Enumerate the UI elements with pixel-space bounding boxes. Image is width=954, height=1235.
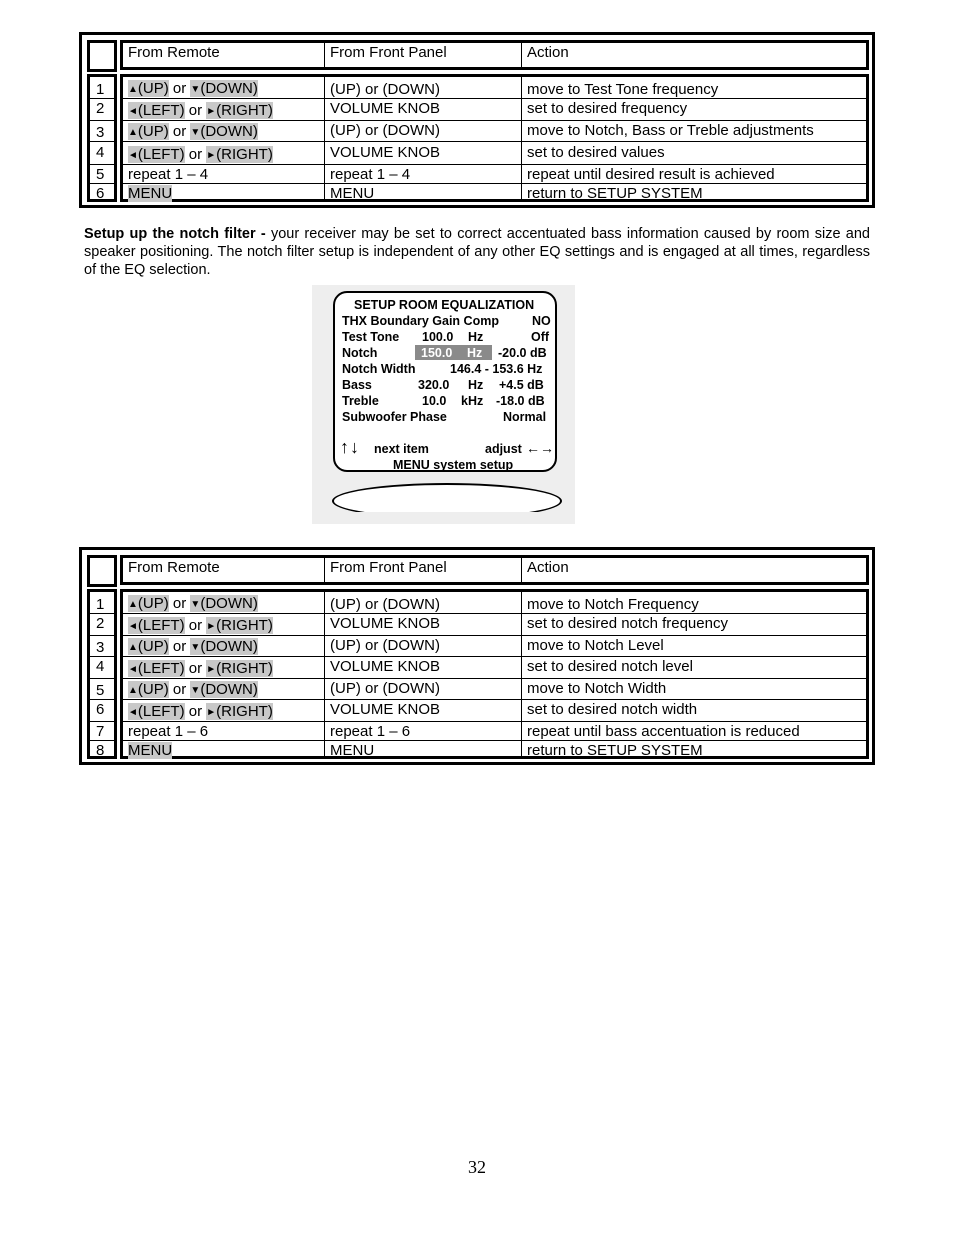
- cell-action: [522, 77, 866, 98]
- osd-notch-value: 150.0: [421, 346, 453, 360]
- cell-action: [522, 121, 866, 141]
- cell-action: [522, 722, 866, 740]
- table-row: [123, 635, 866, 656]
- osd-sub-value: Normal: [503, 410, 547, 424]
- osd-tone-label: Test Tone: [342, 330, 400, 344]
- right-arrow-icon: ►: [206, 707, 217, 718]
- remote-key-right: (RIGHT): [216, 146, 273, 163]
- step-number-text: 4: [96, 144, 105, 161]
- step-number-text: 6: [96, 701, 105, 718]
- cell-remote: [123, 121, 325, 141]
- remote-key-right: (RIGHT): [216, 617, 273, 634]
- panel-text: VOLUME KNOB: [330, 615, 441, 632]
- right-arrow-icon: ►: [206, 664, 217, 675]
- remote-key-highlight: [128, 146, 185, 163]
- or-text: or: [168, 595, 191, 612]
- table-row: [123, 740, 866, 759]
- up-down-arrows-icon: ↑↓: [340, 437, 360, 457]
- remote-key-down: (DOWN): [200, 80, 258, 97]
- action-text: move to Notch Width: [527, 680, 667, 697]
- panel-text: (UP) or (DOWN): [330, 680, 440, 697]
- table-row: [123, 120, 866, 141]
- action-text: set to desired frequency: [527, 100, 688, 117]
- table-row: [123, 613, 866, 635]
- table-row: [123, 678, 866, 699]
- action-text: move to Notch Frequency: [527, 596, 699, 613]
- cell-action: [522, 142, 866, 164]
- remote-key-down: (DOWN): [200, 638, 258, 655]
- remote-key-highlight: [206, 146, 273, 163]
- cell-panel: [325, 184, 522, 202]
- osd-bass-level: +4.5 dB: [499, 378, 544, 392]
- table-header: [120, 555, 869, 585]
- cell-panel: [325, 636, 522, 656]
- notch-filter-paragraph: [84, 225, 870, 279]
- step-number: [90, 721, 114, 740]
- paragraph-lead: Setup up the notch filter -: [84, 226, 266, 242]
- steps-table-1: [79, 32, 875, 208]
- table-row: [123, 592, 866, 613]
- osd-boundary-value: NO: [532, 314, 551, 328]
- cell-remote: [123, 99, 325, 120]
- panel-text: (UP) or (DOWN): [330, 637, 440, 654]
- header-cell: [325, 43, 522, 67]
- or-text: or: [168, 681, 191, 698]
- down-arrow-icon: ▼: [190, 642, 201, 653]
- cell-panel: [325, 741, 522, 759]
- osd-next-item: next item: [374, 442, 429, 456]
- osd-treble-unit: kHz: [461, 394, 484, 408]
- action-text: repeat until bass accentuation is reduced: [527, 723, 800, 740]
- step-number: [90, 613, 114, 635]
- panel-text: VOLUME KNOB: [330, 658, 441, 675]
- cell-remote: [123, 614, 325, 635]
- header-cell: [522, 558, 866, 582]
- table-header: [120, 40, 869, 70]
- action-text: set to desired notch frequency: [527, 615, 728, 632]
- cell-remote: [123, 142, 325, 164]
- panel-text: VOLUME KNOB: [330, 100, 441, 117]
- cell-panel: [325, 165, 522, 183]
- table-row: [123, 183, 866, 202]
- osd-boundary-label: THX Boundary Gain Comp: [342, 314, 499, 328]
- osd-notch-label: Notch: [342, 346, 378, 360]
- steps-table-2: [79, 547, 875, 765]
- or-text: or: [184, 617, 207, 634]
- remote-key-highlight: [206, 703, 273, 720]
- cell-panel: [325, 592, 522, 613]
- menu-key: MENU: [128, 742, 173, 759]
- action-text: set to desired notch width: [527, 701, 698, 718]
- remote-key-right: (RIGHT): [216, 660, 273, 677]
- remote-key-highlight: [190, 80, 257, 97]
- remote-key-highlight: [128, 638, 169, 655]
- step-number: [90, 120, 114, 141]
- remote-key-highlight: [128, 102, 185, 119]
- or-text: or: [184, 703, 207, 720]
- action-text: set to desired values: [527, 144, 665, 161]
- action-text: move to Notch, Bass or Treble adjustments: [527, 122, 814, 139]
- cell-action: [522, 636, 866, 656]
- step-number-text: 1: [96, 81, 105, 98]
- osd-adjust: adjust: [485, 442, 522, 456]
- step-number: [90, 141, 114, 164]
- step-number-text: 6: [96, 185, 105, 202]
- right-arrow-icon: ►: [206, 150, 217, 161]
- header-cell: [123, 43, 325, 67]
- left-arrow-icon: ◄: [128, 621, 138, 632]
- panel-text: VOLUME KNOB: [330, 701, 441, 718]
- up-arrow-icon: ▲: [128, 599, 138, 610]
- left-arrow-icon: ◄: [128, 106, 138, 117]
- step-number-text: 4: [96, 658, 105, 675]
- osd-bass-value: 320.0: [418, 378, 450, 392]
- step-number: [90, 183, 114, 202]
- osd-bass-unit: Hz: [468, 378, 484, 392]
- panel-text: repeat 1 – 4: [330, 166, 411, 183]
- or-text: or: [168, 123, 191, 140]
- remote-key-up: (UP): [137, 123, 169, 140]
- down-arrow-icon: ▼: [190, 685, 201, 696]
- osd-treble-label: Treble: [342, 394, 379, 408]
- step-number-text: 2: [96, 615, 105, 632]
- number-header-box: [87, 40, 117, 72]
- down-arrow-icon: ▼: [190, 127, 201, 138]
- left-arrow-icon: ◄: [128, 150, 138, 161]
- header-cell: [123, 558, 325, 582]
- step-number-text: 1: [96, 596, 105, 613]
- header-from-front-panel: From Front Panel: [330, 559, 447, 576]
- step-number-text: 2: [96, 100, 105, 117]
- or-text: or: [168, 638, 191, 655]
- step-number: [90, 592, 114, 613]
- cell-remote: [123, 700, 325, 721]
- step-number: [90, 635, 114, 656]
- cell-remote: [123, 77, 325, 98]
- table-row: [123, 141, 866, 164]
- remote-key-highlight: [128, 123, 169, 140]
- page-number: 32: [468, 1157, 486, 1177]
- cell-remote: [123, 184, 325, 202]
- up-arrow-icon: ▲: [128, 84, 138, 95]
- cell-panel: [325, 77, 522, 98]
- header-cell: [325, 558, 522, 582]
- panel-text: repeat 1 – 6: [330, 723, 411, 740]
- osd-width-value: 146.4 - 153.6 Hz: [450, 362, 543, 376]
- number-column: [87, 74, 117, 202]
- osd-notch-highlight: [415, 345, 492, 360]
- osd-footer: MENU system setup: [393, 458, 514, 472]
- header-action: Action: [527, 44, 569, 61]
- or-text: or: [184, 660, 207, 677]
- osd-notch-level: -20.0 dB: [498, 346, 547, 360]
- table-row: [123, 721, 866, 740]
- cell-panel: [325, 722, 522, 740]
- step-number: [90, 164, 114, 183]
- cell-remote: [123, 592, 325, 613]
- cell-remote: [123, 657, 325, 678]
- remote-key-left: (LEFT): [137, 102, 185, 119]
- remote-key-highlight: [128, 703, 185, 720]
- table-body: [120, 589, 869, 759]
- step-number-text: 5: [96, 682, 105, 699]
- cell-panel: [325, 99, 522, 120]
- remote-key-highlight: [190, 595, 257, 612]
- remote-key-up: (UP): [137, 681, 169, 698]
- panel-text: MENU: [330, 742, 375, 759]
- osd-tone-value: 100.0: [422, 330, 454, 344]
- step-number: [90, 678, 114, 699]
- right-arrow-icon: ►: [206, 106, 217, 117]
- step-number-text: 5: [96, 166, 105, 183]
- osd-screen: [333, 291, 557, 472]
- action-text: move to Notch Level: [527, 637, 664, 654]
- cell-action: [522, 741, 866, 759]
- step-number-text: 8: [96, 742, 105, 759]
- header-from-remote: From Remote: [128, 559, 220, 576]
- table-row: [123, 77, 866, 98]
- step-number-text: 7: [96, 723, 105, 740]
- cell-remote: [123, 722, 325, 740]
- down-arrow-icon: ▼: [190, 599, 201, 610]
- cell-panel: [325, 657, 522, 678]
- cell-panel: [325, 614, 522, 635]
- osd-treble-value: 10.0: [422, 394, 447, 408]
- cell-panel: [325, 142, 522, 164]
- or-text: or: [184, 102, 207, 119]
- paragraph-text: your receiver may be set to correct accentuated bass information caused by room size and speaker positioning. The notch filter setup is independent of any other EQ settings and is engaged at all times, regardless of the EQ selection.: [84, 226, 870, 278]
- up-arrow-icon: ▲: [128, 685, 138, 696]
- cell-remote: [123, 165, 325, 183]
- remote-key-left: (LEFT): [137, 660, 185, 677]
- osd-bass-label: Bass: [342, 378, 372, 392]
- table-row: [123, 164, 866, 183]
- remote-key-highlight: [206, 102, 273, 119]
- header-cell: [522, 43, 866, 67]
- step-number: [90, 656, 114, 678]
- step-number: [90, 77, 114, 98]
- cell-action: [522, 165, 866, 183]
- cell-remote: [123, 679, 325, 699]
- remote-key-highlight: [206, 660, 273, 677]
- or-text: or: [184, 146, 207, 163]
- header-from-remote: From Remote: [128, 44, 220, 61]
- right-arrow-icon: ►: [206, 621, 217, 632]
- remote-key-left: (LEFT): [137, 617, 185, 634]
- number-header-box: [87, 555, 117, 587]
- step-number: [90, 98, 114, 120]
- remote-key-down: (DOWN): [200, 681, 258, 698]
- panel-text: VOLUME KNOB: [330, 144, 441, 161]
- remote-key-highlight: [128, 660, 185, 677]
- osd-title: SETUP ROOM EQUALIZATION: [354, 298, 535, 312]
- panel-text: (UP) or (DOWN): [330, 596, 440, 613]
- up-arrow-icon: ▲: [128, 127, 138, 138]
- header-action: Action: [527, 559, 569, 576]
- oval-cutout: [352, 512, 542, 524]
- remote-key-highlight: [128, 595, 169, 612]
- table-row: [123, 699, 866, 721]
- remote-key-right: (RIGHT): [216, 703, 273, 720]
- action-text: set to desired notch level: [527, 658, 693, 675]
- remote-key-highlight: [190, 681, 257, 698]
- osd-illustration: [312, 285, 575, 524]
- table-body: [120, 74, 869, 202]
- cell-panel: [325, 700, 522, 721]
- remote-key-highlight: [128, 681, 169, 698]
- osd-notch-unit: Hz: [467, 346, 483, 360]
- menu-key: MENU: [128, 185, 173, 202]
- step-number: [90, 740, 114, 759]
- table-row: [123, 98, 866, 120]
- left-arrow-icon: ◄: [128, 664, 138, 675]
- number-column: [87, 589, 117, 759]
- osd-width-label: Notch Width: [342, 362, 416, 376]
- osd-tone-unit: Hz: [468, 330, 484, 344]
- action-text: repeat until desired result is achieved: [527, 166, 775, 183]
- remote-key-down: (DOWN): [200, 123, 258, 140]
- osd-treble-level: -18.0 dB: [496, 394, 545, 408]
- cell-panel: [325, 121, 522, 141]
- step-number-text: 3: [96, 639, 105, 656]
- step-number-text: 3: [96, 124, 105, 141]
- left-right-arrows-icon: ←→: [526, 440, 554, 456]
- remote-key-down: (DOWN): [200, 595, 258, 612]
- remote-key-highlight: [190, 123, 257, 140]
- remote-key-left: (LEFT): [137, 703, 185, 720]
- remote-key-highlight: [128, 617, 185, 634]
- action-text: return to SETUP SYSTEM: [527, 185, 703, 202]
- cell-action: [522, 99, 866, 120]
- remote-key-right: (RIGHT): [216, 102, 273, 119]
- remote-text: repeat 1 – 6: [128, 723, 209, 740]
- action-text: return to SETUP SYSTEM: [527, 742, 703, 759]
- cell-action: [522, 657, 866, 678]
- up-arrow-icon: ▲: [128, 642, 138, 653]
- cell-panel: [325, 679, 522, 699]
- step-number: [90, 699, 114, 721]
- remote-key-highlight: [206, 617, 273, 634]
- cell-action: [522, 700, 866, 721]
- osd-tone-state: Off: [531, 330, 550, 344]
- osd-sub-label: Subwoofer Phase: [342, 410, 447, 424]
- cell-remote: [123, 741, 325, 759]
- down-arrow-icon: ▼: [190, 84, 201, 95]
- remote-key-left: (LEFT): [137, 146, 185, 163]
- cell-action: [522, 679, 866, 699]
- panel-text: (UP) or (DOWN): [330, 122, 440, 139]
- remote-text: repeat 1 – 4: [128, 166, 209, 183]
- cell-action: [522, 614, 866, 635]
- left-arrow-icon: ◄: [128, 707, 138, 718]
- action-text: move to Test Tone frequency: [527, 81, 719, 98]
- header-from-front-panel: From Front Panel: [330, 44, 447, 61]
- cell-action: [522, 184, 866, 202]
- remote-key-highlight: [190, 638, 257, 655]
- remote-key-highlight: [128, 80, 169, 97]
- remote-key-up: (UP): [137, 80, 169, 97]
- table-row: [123, 656, 866, 678]
- remote-key-up: (UP): [137, 638, 169, 655]
- panel-text: MENU: [330, 185, 375, 202]
- remote-key-up: (UP): [137, 595, 169, 612]
- or-text: or: [168, 80, 191, 97]
- cell-action: [522, 592, 866, 613]
- cell-remote: [123, 636, 325, 656]
- panel-text: (UP) or (DOWN): [330, 81, 440, 98]
